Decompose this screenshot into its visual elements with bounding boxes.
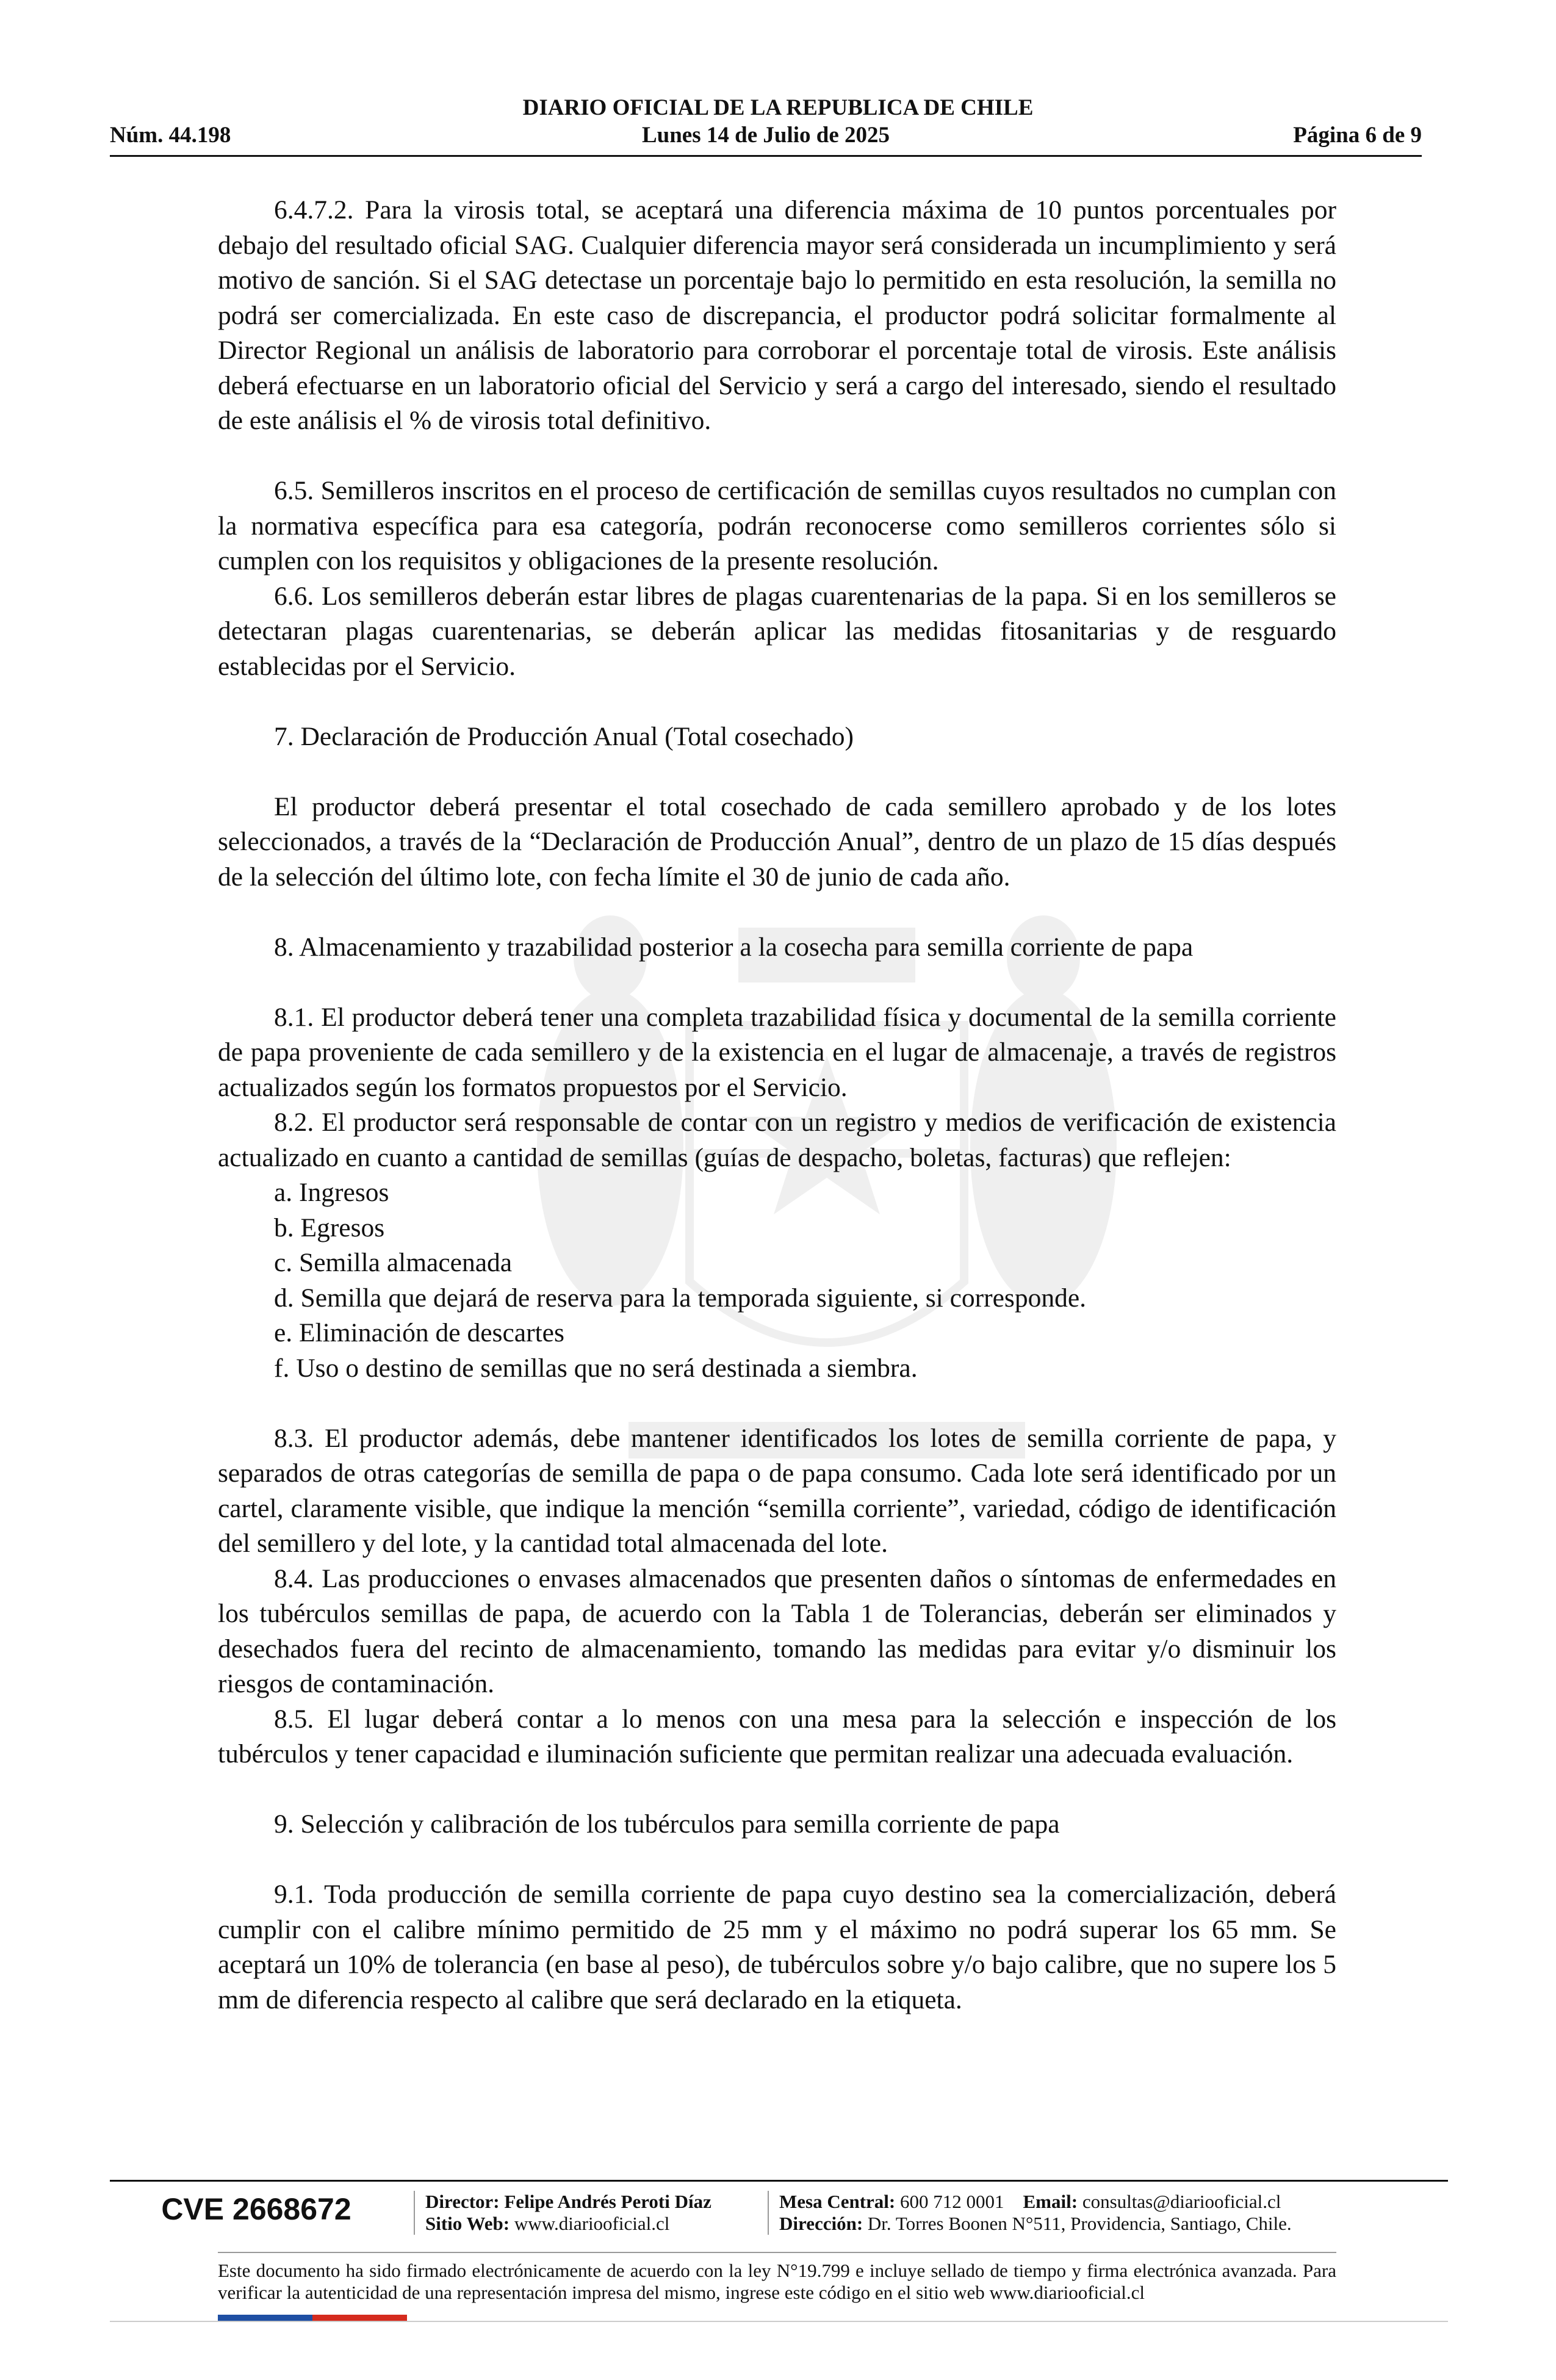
document-body [218,193,1336,2018]
issue-date: Lunes 14 de Julio de 2025 [641,123,890,148]
page-indicator: Página 6 de 9 [1293,123,1422,148]
paragraph-8-5: 8.5. El lugar deberá contar a lo menos con una mesa para la selección e inspección de los tubérculos y tener capacidad e iluminación suficiente que permitan realizar una adecuada evaluación. [218,1704,1336,1769]
electronic-signature-notice: Este documento ha sido firmado electrónicamente de acuerdo con la ley N°19.799 e incluye sellado de tiempo y firma electrónica avanzada. Para verificar la autenticidad de una representación impresa del mismo, ingrese este código en el sitio web www.diariooficial.cl [218,2260,1336,2303]
footer-divider-top [110,2180,1448,2182]
website-label: Sitio Web: [425,2213,510,2234]
paragraph-7: El productor deberá presentar el total cosechado de cada semillero aprobado y de los lotes seleccionados, a través de la “Declaración de Producción Anual”, dentro de un plazo de 15 días después de la selección del último lote, con fecha límite el 30 de junio de cada año. [218,792,1336,892]
paragraph-9-1: 9.1. Toda producción de semilla corriente de papa cuyo destino sea la comercialización, deberá cumplir con el calibre mínimo permitido de 25 mm y el máximo no podrá superar los 65 mm. Se aceptará un 10% de tolerancia (en base al peso), de tubérculos sobre y/o bajo calibre, que no supere los 5 mm de diferencia respecto al calibre que será declarado en la etiqueta. [218,1880,1336,2014]
paragraph-8-3: 8.3. El productor además, debe mantener identificados los lotes de semilla corriente de papa, y separados de otras categorías de semilla de papa o de papa consumo. Cada lote será identificado por un cartel, claramente visible, que indique la mención “semilla corriente”, variedad, código de identificación del semillero y del lote, y la cantidad total almacenada del lote. [218,1423,1336,1558]
paragraph-6-5: 6.5. Semilleros inscritos en el proceso de certificación de semillas cuyos resultados no cumplan con la normativa específica para esa categoría, podrán reconocerse como semilleros corrientes sólo si cumplen con los requisitos y obligaciones de la presente resolución. [218,476,1336,575]
footer-contact-block [779,2191,1292,2235]
list-item: e. Eliminación de descartes [274,1318,564,1347]
issue-number: Núm. 44.198 [110,123,231,148]
paragraph-6-6: 6.6. Los semilleros deberán estar libres de plagas cuarentenarias de la papa. Si en los semilleros se detectaran plagas cuarentenarias, se deberán aplicar las medidas fitosanitarias y de resguardo establecidas por el Servicio. [218,581,1336,681]
list-8-2 [218,1175,1336,1386]
director-label: Director: [425,2191,500,2212]
phone-label: Mesa Central: [779,2191,896,2212]
footer-divider-mid [218,2252,1336,2253]
footer-separator [768,2191,769,2235]
list-item: c. Semilla almacenada [274,1248,513,1277]
address-value: Dr. Torres Boonen N°511, Providencia, Santiago, Chile. [867,2213,1292,2234]
website-link[interactable]: www.diariooficial.cl [514,2213,670,2234]
footer-divider-bottom [110,2321,1448,2322]
footer-director-block [425,2191,711,2235]
paragraph-8-1: 8.1. El productor deberá tener una completa trazabilidad física y documental de la semilla corriente de papa proveniente de cada semillero y de la existencia en el lugar de almacenaje, a través de registros actualizados según los formatos propuestos por el Servicio. [218,1002,1336,1102]
footer-separator [414,2191,415,2235]
email-label: Email: [1023,2191,1078,2212]
paragraph-8-2: 8.2. El productor será responsable de contar con un registro y medios de verificación de existencia actualizado en cuanto a cantidad de semillas (guías de despacho, boletas, facturas) que reflejen: [218,1108,1336,1172]
phone-value: 600 712 0001 [900,2191,1004,2212]
list-item: b. Egresos [274,1213,385,1242]
section-heading-8: 8. Almacenamiento y trazabilidad posterior a la cosecha para semilla corriente de papa [274,932,1194,962]
section-heading-9: 9. Selección y calibración de los tubérculos para semilla corriente de papa [274,1809,1060,1839]
director-name: Felipe Andrés Peroti Díaz [504,2191,711,2212]
cve-code: CVE 2668672 [161,2192,351,2226]
list-item: a. Ingresos [274,1178,389,1207]
list-item: d. Semilla que dejará de reserva para la temporada siguiente, si corresponde. [274,1283,1087,1313]
paragraph-6-4-7-2: 6.4.7.2. Para la virosis total, se aceptará una diferencia máxima de 10 puntos porcentuales por debajo del resultado oficial SAG. Cualquier diferencia mayor será considerada un incumplimiento y será motivo de sanción. Si el SAG detectase un porcentaje bajo lo permitido en esta resolución, la semilla no podrá ser comercializada. En este caso de discrepancia, el productor podrá solicitar formalmente al Director Regional un análisis de laboratorio para corroborar el porcentaje total de virosis. Este análisis deberá efectuarse en un laboratorio oficial del Servicio y será a cargo del interesado, siendo el resultado de este análisis el % de virosis total definitivo. [218,195,1336,435]
address-label: Dirección: [779,2213,863,2234]
list-item: f. Uso o destino de semillas que no será destinada a siembra. [274,1353,918,1383]
email-link[interactable]: consultas@diariooficial.cl [1082,2191,1281,2212]
paragraph-8-4: 8.4. Las producciones o envases almacenados que presenten daños o síntomas de enfermedades en los tubérculos semillas de papa, de acuerdo con la Tabla 1 de Tolerancias, deberán ser eliminados y desechados fuera del recinto de almacenamiento, tomando las medidas para evitar y/o disminuir los riesgos de contaminación. [218,1563,1336,1698]
header-divider [110,155,1422,157]
gazette-title: DIARIO OFICIAL DE LA REPUBLICA DE CHILE [522,95,1034,120]
section-heading-7: 7. Declaración de Producción Anual (Total cosechado) [274,721,854,751]
